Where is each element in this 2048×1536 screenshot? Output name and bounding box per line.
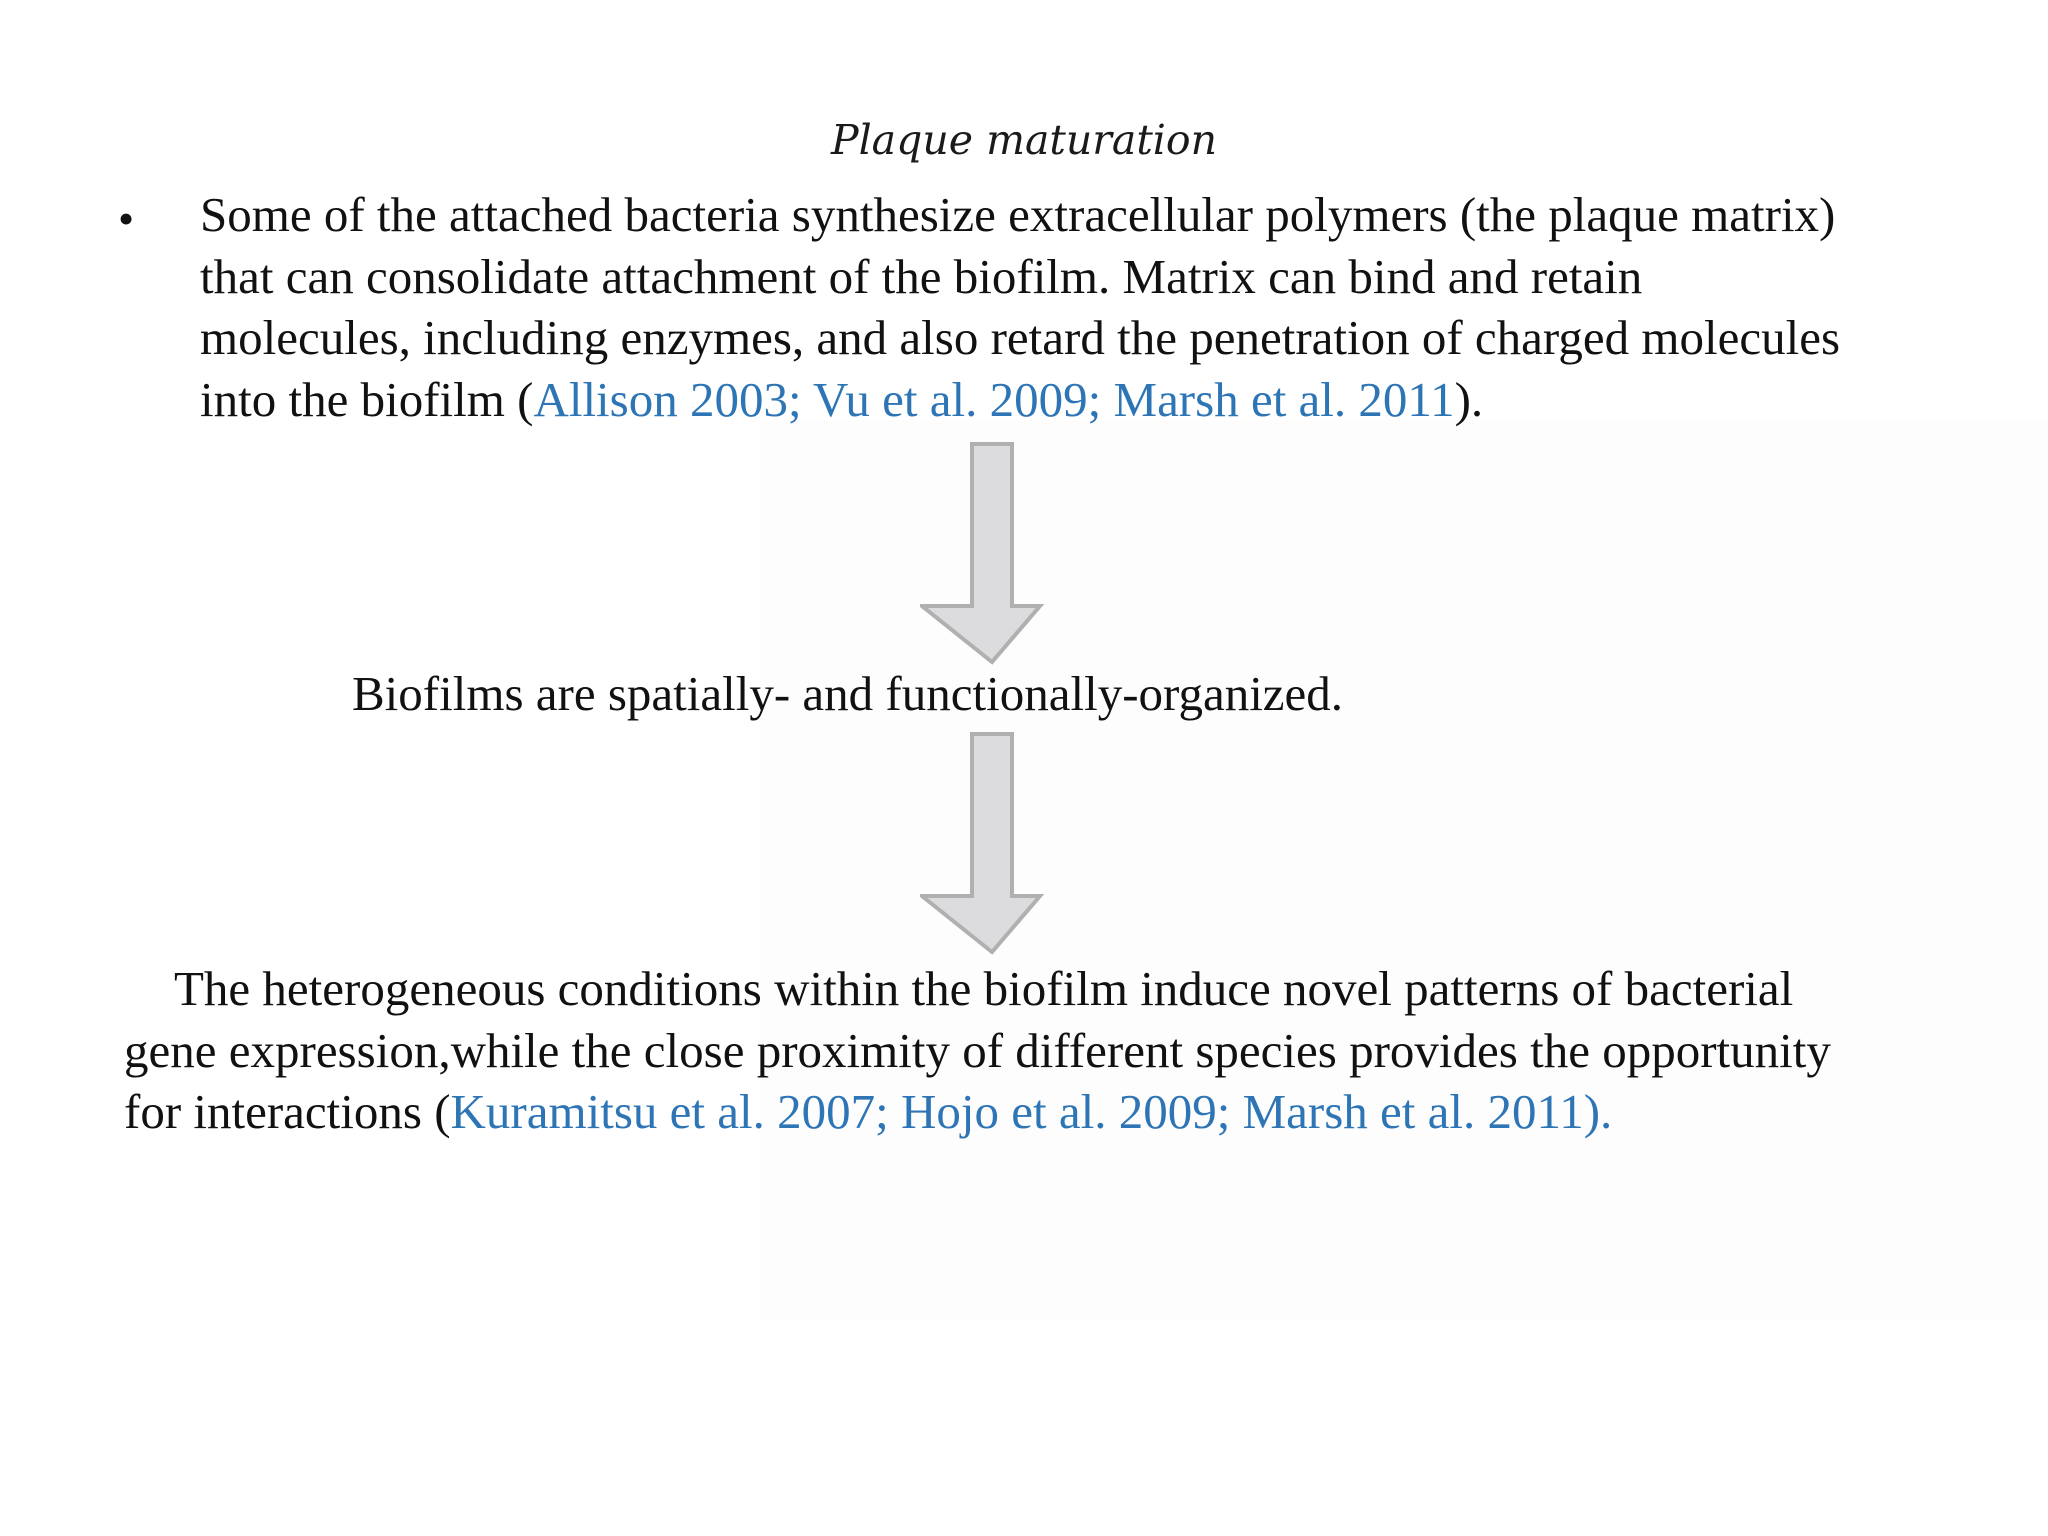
slide-title: Plaque maturation [830,116,1218,164]
bullet-marker: • [118,193,135,244]
middle-statement: Biofilms are spatially- and functionally-organized. [352,666,1344,721]
down-arrow-icon [920,442,1046,666]
paragraph-text: for interactions ( [124,1084,451,1139]
paragraph-text: ). [1454,371,1484,427]
paragraph-line: that can consolidate attachment of the biofilm. Matrix can bind and retain [200,248,1643,304]
paragraph-line [124,958,1924,1020]
citation-references: Allison 2003; Vu et al. 2009; Marsh et al. 2011 [533,371,1455,427]
citation-references: Kuramitsu et al. 2007; Hojo et al. 2009; Marsh et al. 2011). [450,1084,1613,1139]
paragraph-text: The heterogeneous conditions within the biofilm induce novel patterns of bacterial [174,961,1794,1016]
paragraph-line: Some of the attached bacteria synthesize extracellular polymers (the plaque matrix) [200,187,1836,242]
paragraph-line [200,369,1940,431]
conclusion-paragraph [124,958,1924,1143]
bullet-paragraph [200,184,1940,430]
down-arrow-icon [920,732,1046,956]
paragraph-line: gene expression,while the close proximity of different species provides the opportunity [124,1022,1831,1078]
paragraph-line [124,1081,1924,1143]
paragraph-line: molecules, including enzymes, and also retard the penetration of charged molecules [200,310,1841,365]
paragraph-text: into the biofilm ( [200,371,534,427]
